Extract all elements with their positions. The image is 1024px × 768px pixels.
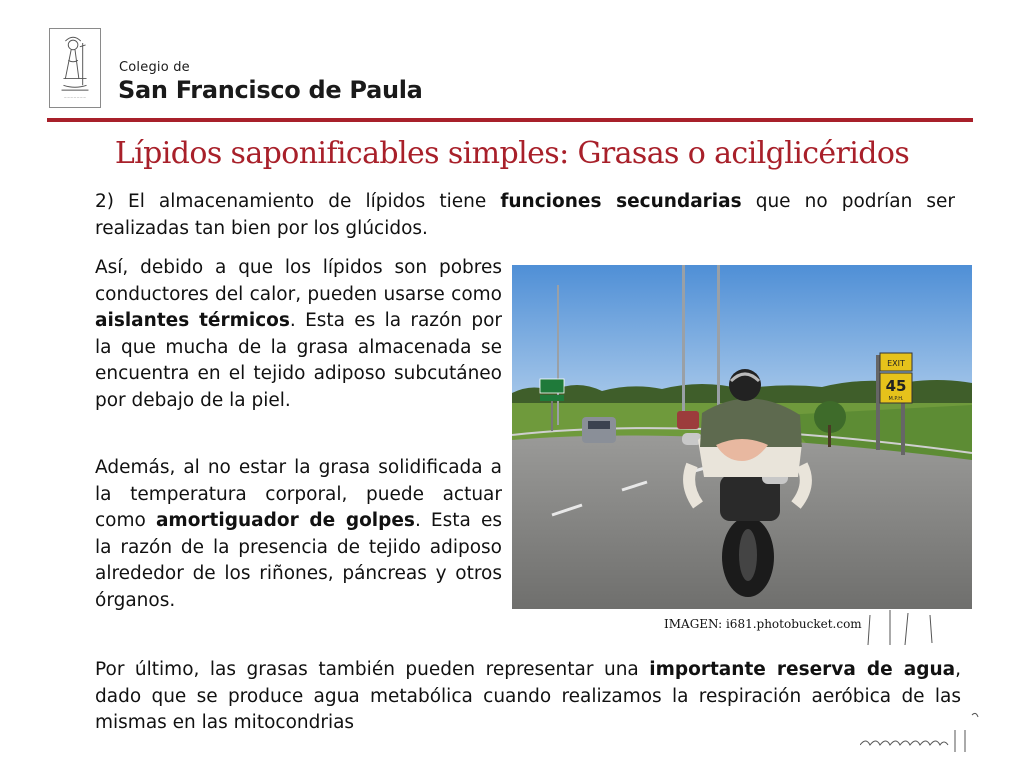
paragraph-text: Además, al no estar la grasa solidificada a la temperatura corporal, puede actuar como: [95, 457, 502, 531]
sign-exit-text: EXIT: [887, 359, 905, 368]
paragraph-emphasis: importante reserva de agua: [649, 659, 956, 680]
motorcyclist-photo: [512, 265, 972, 609]
paragraph-shock-absorber: [95, 455, 502, 614]
paragraph-text: 2) El almacenamiento de lípidos tiene: [95, 191, 501, 212]
paragraph-intro: [95, 189, 955, 242]
paragraph-text: Por último, las grasas también pueden representar una: [95, 659, 650, 680]
school-logo: [49, 28, 101, 108]
paragraph-text: . Esta es la razón por la que mucha de la grasa almacenada se encuentra en el tejido adiposo subcutáneo por debajo de la piel.: [95, 310, 502, 411]
sign-mph-text: M.P.H.: [888, 396, 904, 402]
paragraph-thermal-insulation: [95, 255, 502, 414]
paragraph-text: Así, debido a que los lípidos son pobres conductores del calor, pueden usarse como: [95, 257, 502, 305]
header-divider: [47, 118, 973, 122]
school-name: San Francisco de Paula: [118, 76, 423, 104]
paragraph-text: . Esta es la razón de la presencia de tejido adiposo alrededor de los riñones, páncreas y otros órganos.: [95, 510, 502, 611]
decorative-sketch: [860, 605, 980, 755]
svg-text:~~~~~~~: ~~~~~~~: [63, 94, 87, 100]
image-credit: IMAGEN: i681.photobucket.com: [664, 617, 862, 631]
paragraph-emphasis: amortiguador de golpes: [155, 510, 415, 531]
paragraph-text: que no podrían ser realizadas tan bien por los glúcidos.: [95, 191, 956, 239]
sign-speed-text: 45: [885, 377, 907, 395]
paragraph-text: , dado que se produce agua metabólica cuando realizamos la respiración aeróbica de las mismas en las mitocondrias: [95, 659, 961, 733]
school-subtitle: Colegio de: [119, 60, 190, 75]
paragraph-water-reserve: [95, 657, 961, 737]
saint-figure-crest-icon: [50, 29, 100, 107]
paragraph-emphasis: funciones secundarias: [500, 191, 742, 212]
slide-title: Lípidos saponificables simples: Grasas o acilglicéridos: [114, 136, 910, 171]
paragraph-emphasis: aislantes térmicos: [95, 310, 290, 331]
